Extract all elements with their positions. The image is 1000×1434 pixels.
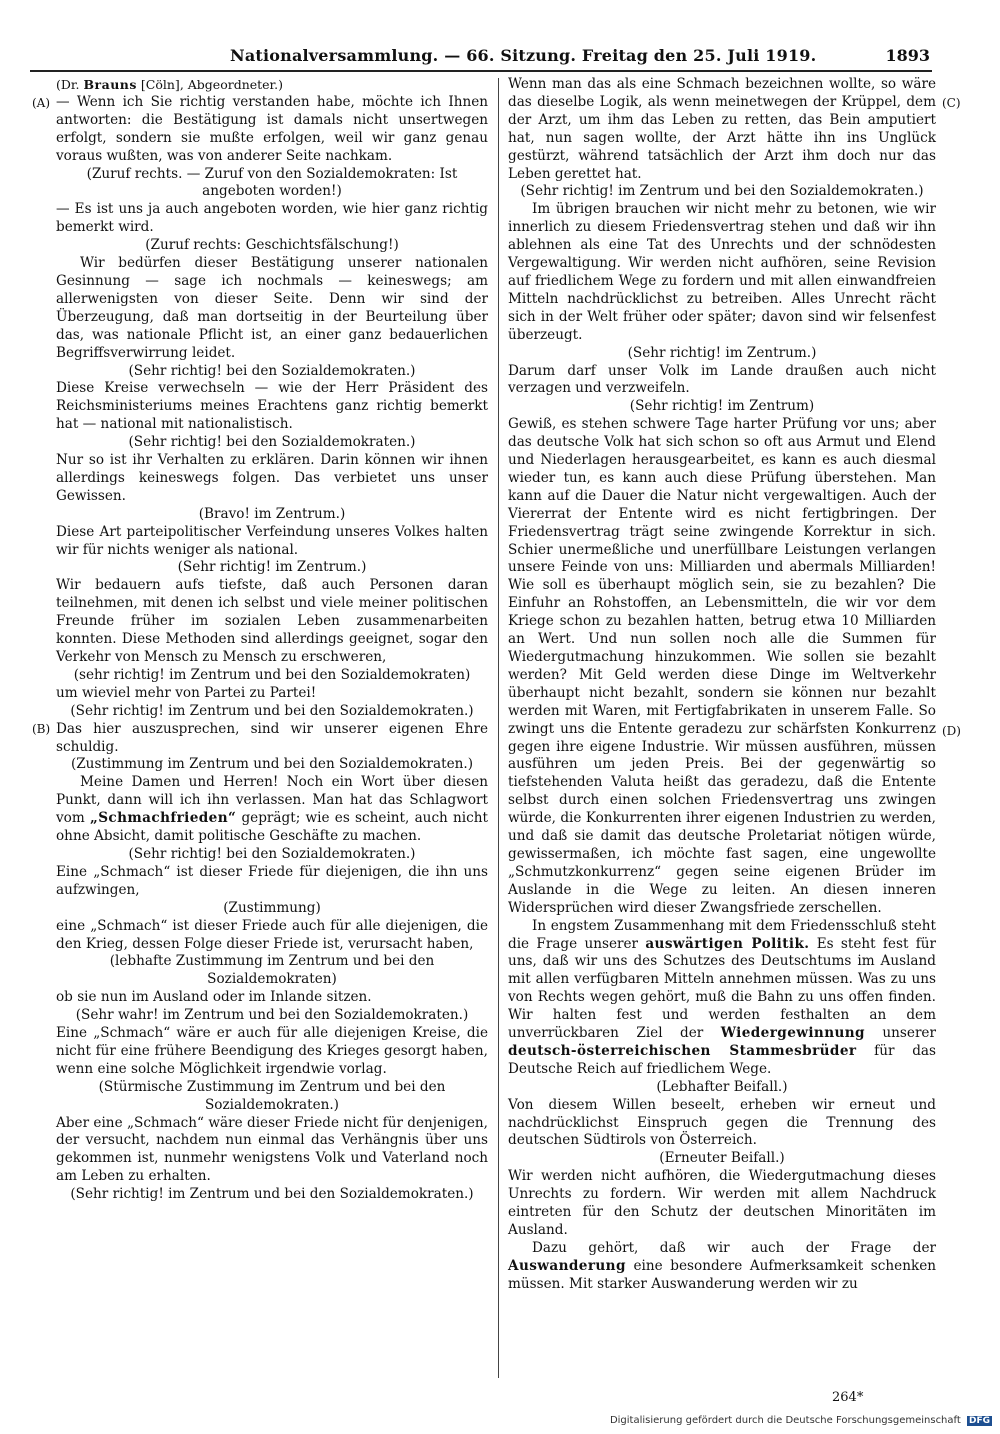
left-column [56,76,488,1204]
interjection: (Stürmische Zustimmung im Zentrum und bei den Sozialdemokraten.) [98,1078,446,1113]
paragraph: Diese Kreise verwechseln — wie der Herr Präsident des Reichsministeriums meines Erachtens ganz richtig bemerkt hat — national mit nationalistisch. [56,380,488,433]
paragraph: Diese Art parteipolitischer Verfeindung unseres Volkes halten wir für nichts weniger als national. [56,523,488,558]
interjection: (lebhafte Zustimmung im Zentrum und bei den Sozialdemokraten) [109,953,435,988]
digitization-credit [610,1415,992,1426]
paragraph [56,774,488,846]
paragraph: Aber eine „Schmach“ wäre dieser Friede nicht für denjenigen, der versucht, nachdem nun einmal das Verhängnis über uns gekommen ist, nunmehr wenigstens Volk und Vaterland noch am Leben zu erhalten. [56,1114,488,1185]
text-run: unserer [864,1025,936,1042]
speaker-role: [Cöln], Abgeordneter.) [140,77,284,92]
interjection: (Zuruf rechts: Geschichtsfälschung!) [145,237,399,254]
paragraph [508,1240,936,1294]
credit-text: Digitalisierung gefördert durch die Deutsche Forschungsgemeinschaft [609,1415,961,1426]
emphasis: Wiedergewinnung [720,1025,865,1042]
paragraph: Wir bedürfen dieser Bestätigung unserer nationalen Gesinnung — sage ich nochmals — keineswegs; am allerwenigsten von dieser Seite. Denn wir sind der Überzeugung, daß man dortseitig in der Beurteilung über das, was nationale Pflicht ist, an einer ganz bedauerlichen Begriffsverwirrung leidet. [56,255,488,361]
interjection: (Sehr wahr! im Zentrum und bei den Sozialdemokraten.) [75,1007,469,1024]
interjection: (Zuruf rechts. — Zuruf von den Sozialdemokraten: Ist angeboten worden!) [86,165,458,200]
interjection: (Lebhafter Beifall.) [656,1078,788,1095]
paragraph: ob sie nun im Ausland oder im Inlande sitzen. [56,989,372,1006]
margin-marker-a: (A) [32,96,51,110]
paragraph: Wir bedauern aufs tiefste, daß auch Personen daran teilnehmen, mit denen ich selbst und viele meiner politischen Freunde früher im sozialen Leben zusammenarbeiten konnten. Diese Methoden sind allerdings geeignet, sogar den Verkehr von Mensch zu Mensch zu erschweren, [56,577,488,665]
text-run: eine besondere Aufmerksamkeit schenken müssen. Mit starker Auswanderung werden wir zu [508,1257,936,1292]
interjection: (Bravo! im Zentrum.) [198,505,346,522]
text-run: Meine Damen und Herren! Noch ein Wort über diesen Punkt, dann will ich ihn verlassen. Man hat das Schlagwort vom [56,774,488,827]
speaker-line [56,76,488,94]
paragraph: Im übrigen brauchen wir nicht mehr zu betonen, wie wir innerlich zu diesem Friedensvertrag stehen und daß wir ihn ablehnen als eine Tat des Unrechts und der schnödesten Vergewaltigung. Wir werden nicht aufhören, seine Revision auf friedlichem Wege zu fordern und mit allen einwandfreien Mitteln nachdrücklichst zu betreiben. Alles Unrecht rächt sich in der Welt früher oder später; davon sind wir felsenfest überzeugt. [508,201,936,343]
emphasis: deutsch-österreichischen Stammesbrüder [508,1042,857,1059]
paragraph: Das hier auszusprechen, sind wir unserer eigenen Ehre schuldig. [56,720,488,755]
paragraph: — Es ist uns ja auch angeboten worden, wie hier ganz richtig bemerkt wird. [56,201,488,236]
interjection: (Sehr richtig! im Zentrum.) [177,559,367,576]
interjection: (Sehr richtig! bei den Sozialdemokraten.) [128,845,416,862]
paragraph: Eine „Schmach“ wäre er auch für alle diejenigen Kreise, die nicht für eine frühere Beendigung des Krieges gesorgt haben, wenn eine solche Möglichkeit irgendwie vorlag. [56,1025,488,1077]
paragraph: Darum darf unser Volk im Lande draußen auch nicht verzagen und verzweifeln. [508,362,936,397]
text-run: für das Deutsche Reich auf friedlichem Wege. [508,1042,937,1077]
paragraph: Gewiß, es stehen schwere Tage harter Prüfung vor uns; aber das deutsche Volk hat sich schon so oft aus Armut und Elend und Niederlagen herausgearbeitet, es kann es auch diesmal wieder tun, es kann auch diese Prüfung überstehen. Man kann auf die Dauer die Natur nicht vergewaltigen. Auch der Viererrat der Entente wird es nicht fertigbringen. Der Friedensvertrag trägt seine zwingende Korrektur in sich. Schier unermeßliche und unerfüllbare Leistungen verlangen unsere Feinde von uns: Milliarden und abermals Milliarden! Wie soll es überhaupt möglich sein, sie zu bezahlen? Die Einfuhr an Rohstoffen, an Lebensmitteln, die wir vor dem Kriege schon zu bezahlen hatten, betrug etwa 10 Milliarden an Wert. Und nun sollen noch alle die Summen für Wiedergutmachung hinzukommen. Wie sollen sie bezahlt werden? Mit Geld werden diese Dinge im Weltverkehr überhaupt nicht bezahlt, sondern sie können nur bezahlt werden mit Waren, mit Fertigfabrikaten in unserem Falle. So zwingt uns die Entente geradezu zur schärfsten Konkurrenz gegen ihre eigene Industrie. Wir müssen ausführen, müssen ausführen um jeden Preis. Bei der gegenwärtig so tiefstehenden Valuta heißt das geradezu, daß die Entente selbst durch einen solchen Friedensvertrag uns zwingen würde, die Konkurrenten ihrer eigenen Industrien zu werden, und daß sie damit das deutsche Proletariat nötigen würde, gewissermaßen, ich möchte fast sagen, eine ungewollte „Schmutzkonkurrenz“ gegen seine eigenen Brüder im Auslande in die Wege zu leiten. An diesen inneren Widersprüchen wird dieser Zwangsfriede zerschellen. [508,416,936,916]
paragraph: eine „Schmach“ ist dieser Friede auch für alle diejenigen, die den Krieg, dessen Folge dieser Friede ist, verursacht haben, [56,917,488,952]
page-header [30,48,932,72]
interjection: (Sehr richtig! im Zentrum.) [627,344,817,361]
paragraph: Eine „Schmach“ ist dieser Friede für diejenigen, die ihn uns aufzwingen, [56,863,488,898]
interjection: (Sehr richtig! im Zentrum) [629,398,815,415]
interjection: (Erneuter Beifall.) [659,1150,785,1167]
column-divider [498,78,499,1378]
text-run: Dazu gehört, daß wir auch der Frage der [532,1239,936,1256]
dfg-logo: DFG [968,1416,990,1426]
sheet-number: 264* [832,1390,864,1405]
margin-marker-c: (C) [942,96,961,110]
paragraph: Nur so ist ihr Verhalten zu erklären. Darin können wir ihnen allerdings keineswegs folgen. Das verbietet uns unser Gewissen. [56,452,488,504]
interjection: (Sehr richtig! im Zentrum und bei den Sozialdemokraten.) [520,183,924,200]
interjection: (Zustimmung) [223,899,321,916]
speaker-prefix: (Dr. [56,77,80,92]
paragraph [508,918,936,1079]
text-run: geprägt; wie es scheint, auch nicht ohne Absicht, damit politische Geschäfte zu machen. [56,810,488,845]
interjection: (Sehr richtig! bei den Sozialdemokraten.) [128,434,416,451]
speaker-name: Brauns [83,77,137,92]
interjection: (Zustimmung im Zentrum und bei den Sozialdemokraten.) [70,756,474,773]
paragraph: um wieviel mehr von Partei zu Partei! [56,684,317,701]
paragraph: — Wenn ich Sie richtig verstanden habe, möchte ich Ihnen antworten: die Bestätigung ist damals nicht unsertwegen erfolgt, sondern sie mußte erfolgen, weil wir ganz genau voraus wußten, was von anderer Seite nachkam. [56,93,488,164]
emphasis: auswärtigen Politik. [645,935,810,952]
emphasis: „Schmachfrieden“ [90,810,237,827]
interjection: (Sehr richtig! bei den Sozialdemokraten.) [128,362,416,379]
text-run: Es steht fest für uns, daß wir uns des Schutzes des Deutschtums im Ausland mit allen verfügbaren Mitteln annehmen müssen. Was zu uns von Rechts wegen gehört, muß die Bahn zu uns offen finden. Wir halten fest und werden festhalten an dem unverrückbaren Ziel der [508,935,936,1042]
paragraph: Von diesem Willen beseelt, erheben wir erneut und nachdrücklichst Einspruch gegen die Trennung des deutschen Südtirols von Österreich. [508,1096,936,1149]
paragraph: Wir werden nicht aufhören, die Wiedergutmachung dieses Unrechts zu fordern. Wir werden mit allem Nachdruck eintreten für den Schutz der deutschen Minoritäten im Ausland. [508,1168,936,1238]
text-run: In engstem Zusammenhang mit dem Friedensschluß steht die Frage unserer [508,917,936,952]
interjection: (Sehr richtig! im Zentrum und bei den Sozialdemokraten.) [70,1186,474,1203]
paragraph: Wenn man das als eine Schmach bezeichnen wollte, so wäre das dieselbe Logik, als wenn meinetwegen der Krüppel, dem der Arzt, um ihm das Leben zu retten, das Bein amputiert hat, nun sagen wollte, der Arzt hätte ihn ins Unglück gestürzt, während tatsächlich der Arzt ihm doch nur das Leben gerettet hat. [508,76,936,182]
interjection: (sehr richtig! im Zentrum und bei den Sozialdemokraten) [73,666,471,683]
emphasis: Auswanderung [508,1257,626,1274]
right-column [508,76,936,1294]
running-title: Nationalversammlung. — 66. Sitzung. Freitag den 25. Juli 1919. [230,46,817,65]
margin-marker-b: (B) [32,722,51,736]
interjection: (Sehr richtig! im Zentrum und bei den Sozialdemokraten.) [70,702,474,719]
page-number: 1893 [885,46,930,65]
margin-marker-d: (D) [942,724,961,738]
